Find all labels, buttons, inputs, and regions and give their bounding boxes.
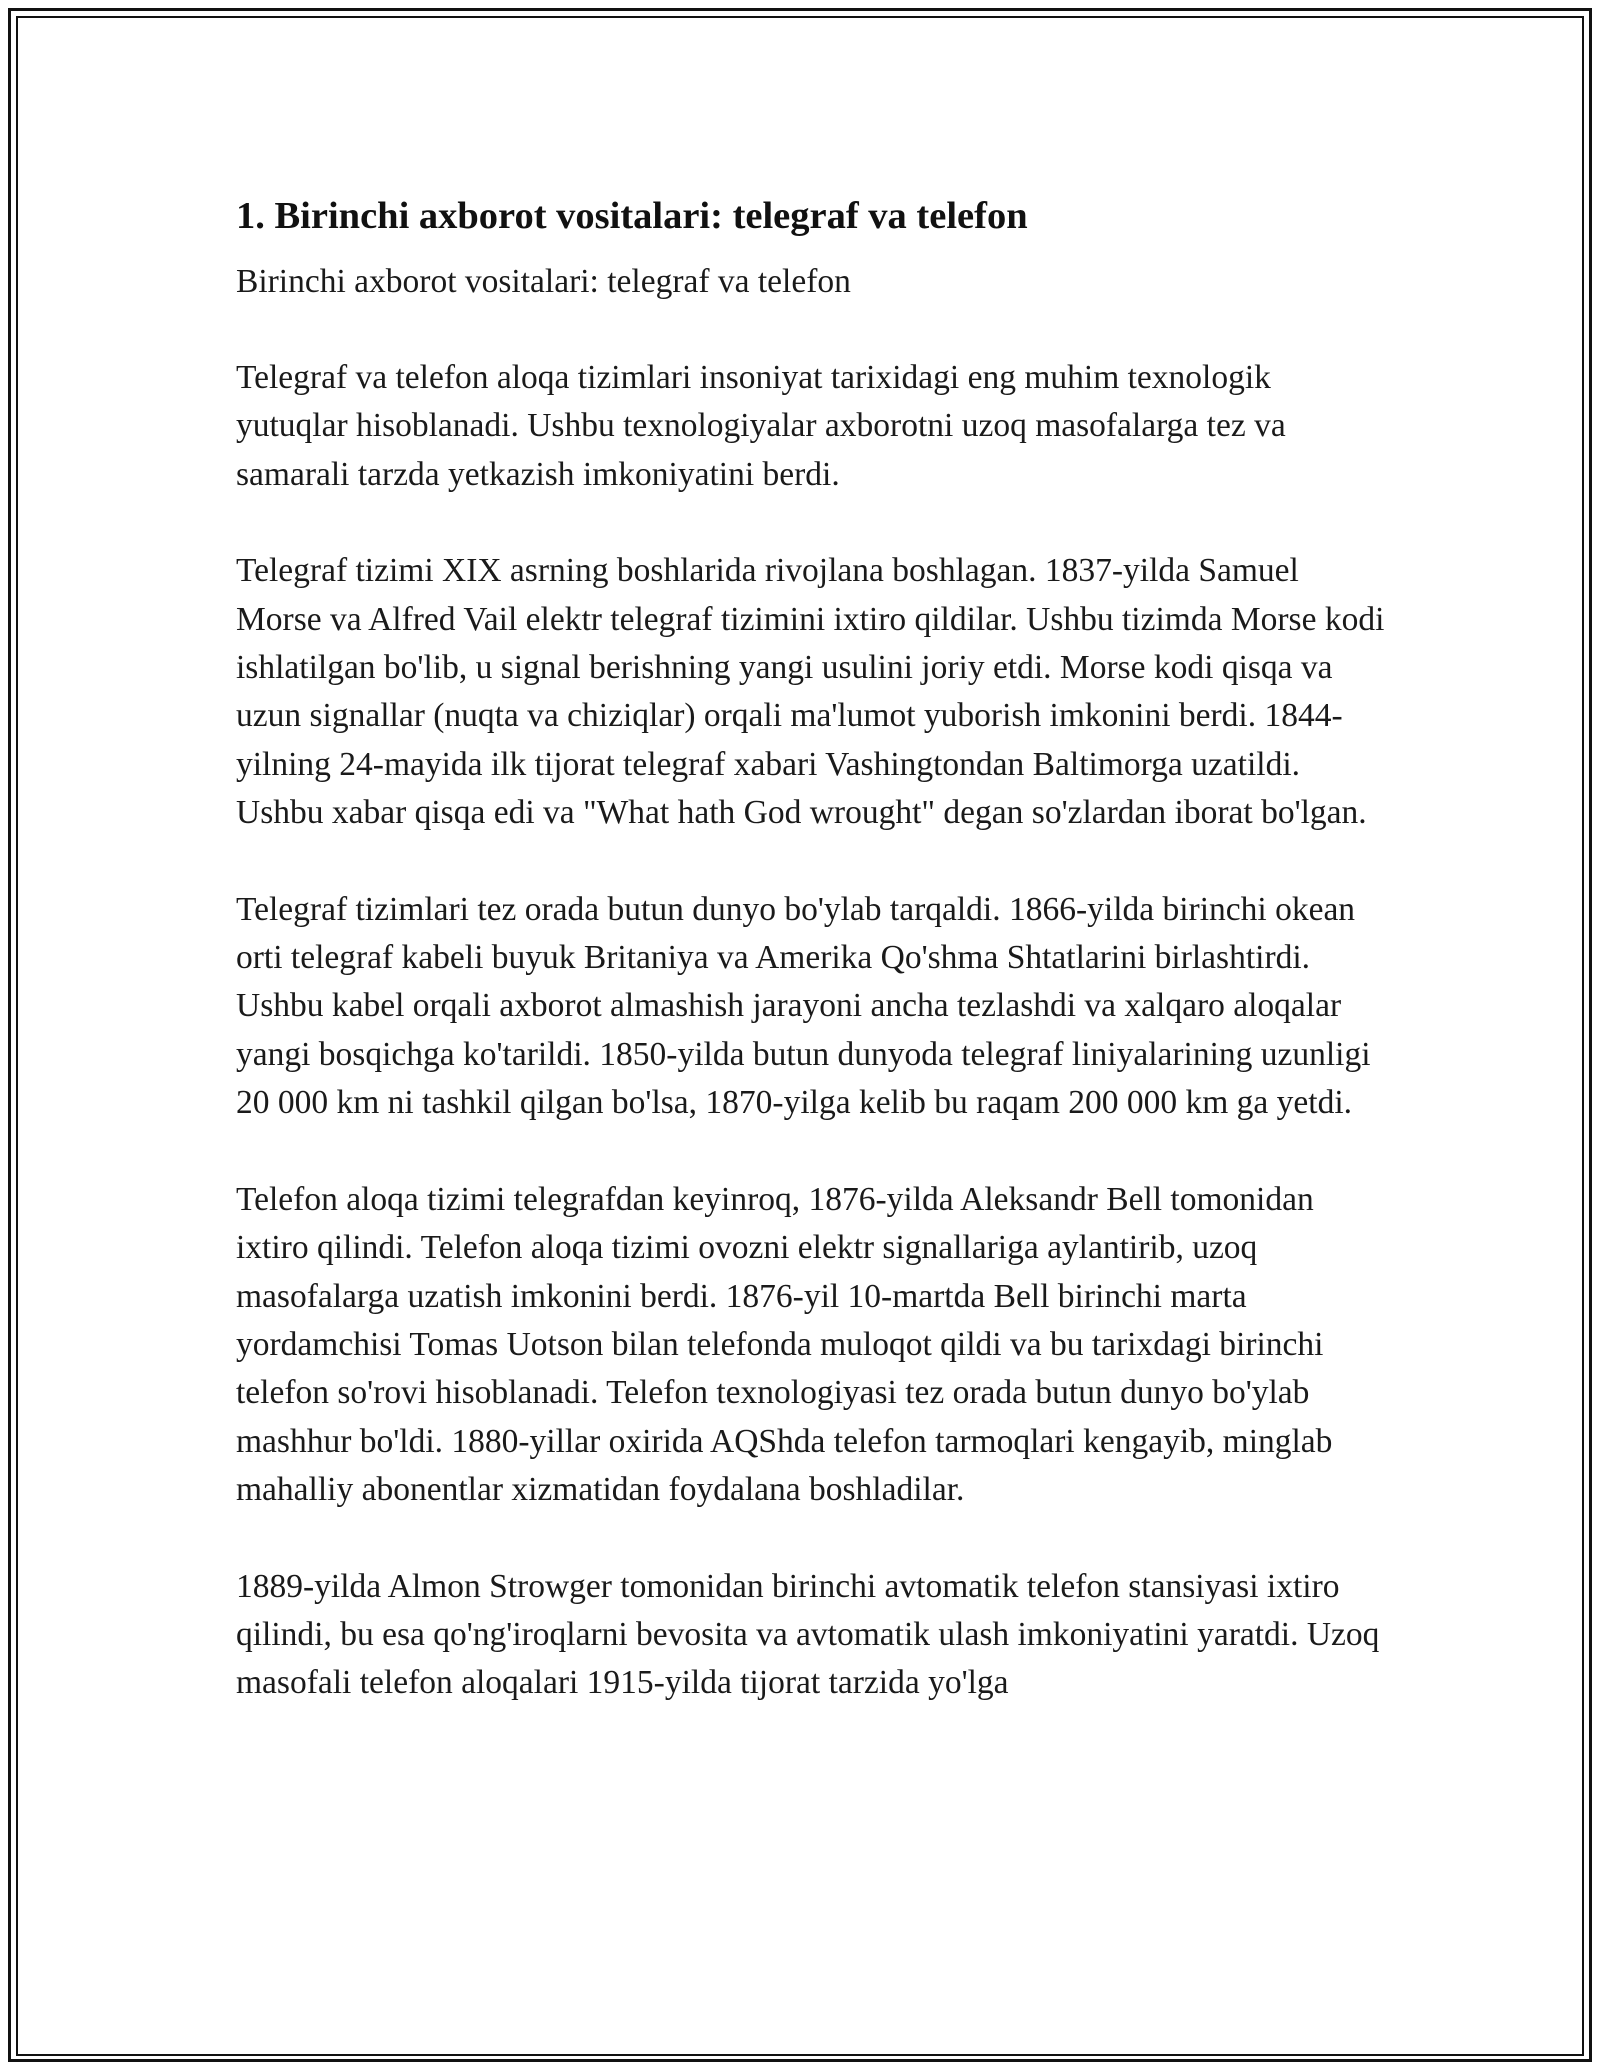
paragraph-intro: Telegraf va telefon aloqa tizimlari insoniyat tarixidagi eng muhim texnologik yutuqlar hisoblanadi. Ushbu texnologiyalar axborotni uzoq masofalarga tez va samarali tarzda yetkazish imkoniyatini berdi. — [236, 359, 1286, 493]
document-subtitle: Birinchi axborot vositalari: telegraf va telefon — [236, 263, 851, 300]
document-title: 1. Birinchi axborot vositalari: telegraf va telefon — [236, 195, 1028, 237]
paragraph-telegraph-origin: Telegraf tizimi XIX asrning boshlarida rivojlana boshlagan. 1837-yilda Samuel Morse va Alfred Vail elektr telegraf tizimini ixtiro qildilar. Ushbu tizimda Morse kodi ishlatilgan bo'lib, u signal berishning yangi usulini joriy etdi. Morse kodi qisqa va uzun signallar (nuqta va chiziqlar) orqali ma'lumot yuborish imkonini berdi. 1844-yilning 24-mayida ilk tijorat telegraf xabari Vashingtondan Baltimorga uzatildi. Ushbu xabar qisqa edi va "What hath God wrought" degan so'zlardan iborat bo'lgan. — [236, 552, 1385, 832]
paragraph-telephone-invention: Telefon aloqa tizimi telegrafdan keyinroq, 1876-yilda Aleksandr Bell tomonidan ixtiro qilindi. Telefon aloqa tizimi ovozni elektr signallariga aylantirib, uzoq masofalarga uzatish imkonini berdi. 1876-yil 10-martda Bell birinchi marta yordamchisi Tomas Uotson bilan telefonda muloqot qildi va bu tarixdagi birinchi telefon so'rovi hisoblanadi. Telefon texnologiyasi tez orada butun dunyo bo'ylab mashhur bo'ldi. 1880-yillar oxirida AQShda telefon tarmoqlari kengayib, minglab mahalliy abonentlar xizmatidan foydalana boshladilar. — [236, 1180, 1333, 1509]
paragraph-automatic-exchange: 1889-yilda Almon Strowger tomonidan birinchi avtomatik telefon stansiyasi ixtiro qilindi, bu esa qo'ng'iroqlarni bevosita va avtomatik ulash imkoniyatini yaratdi. Uzoq masofali telefon aloqalari 1915-yilda tijorat tarzida yo'lga — [236, 1567, 1380, 1702]
paragraph-telegraph-spread: Telegraf tizimlari tez orada butun dunyo bo'ylab tarqaldi. 1866-yilda birinchi okean orti telegraf kabeli buyuk Britaniya va Amerika Qo'shma Shtatlarini birlashtirdi. Ushbu kabel orqali axborot almashish jarayoni ancha tezlashdi va xalqaro aloqalar yangi bosqichga ko'tarildi. 1850-yilda butun dunyoda telegraf liniyalarining uzunligi 20 000 km ni tashkil qilgan bo'lsa, 1870-yilga kelib bu raqam 200 000 km ga yetdi. — [236, 890, 1371, 1122]
document-body — [236, 188, 1386, 1756]
